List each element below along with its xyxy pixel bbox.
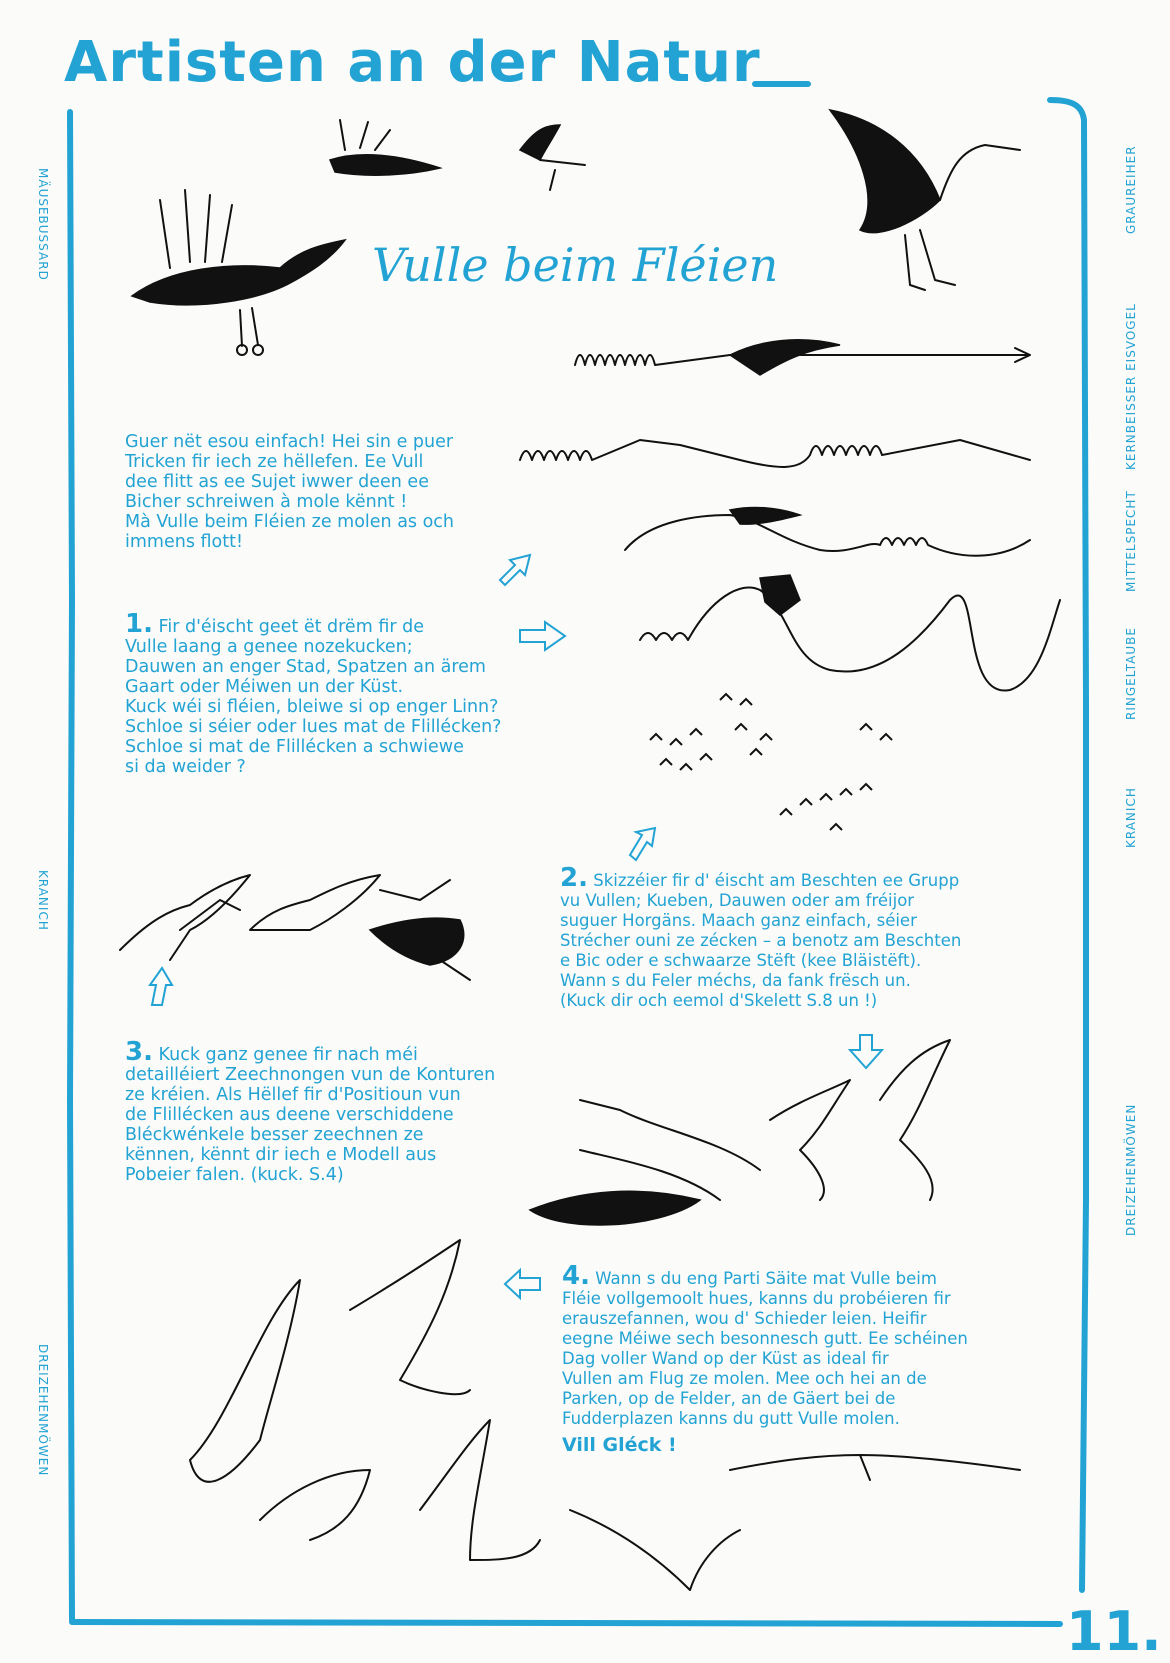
side-label-dreizehenmoewen-right: DREIZEHENMÖWEN (1124, 1103, 1138, 1236)
step-2: 2. Skizzéier fir d' éischt am Beschten ee Grupp vu Vullen; Kueben, Dauwen oder am fréijor suguer Horgäns. Maach ganz einfach, séier Strécher ouni ze zécken – a benotz am Beschten e Bic oder e schwaarze Stëft (kee Bläistëft). Wann s du Feler méchs, da fank frësch un. (Kuck dir och eemol d'Skelett S.8 un !) (560, 863, 962, 1010)
side-label-ringeltaube: RINGELTAUBE (1124, 627, 1138, 720)
step-number: 3. (125, 1037, 153, 1067)
step-3: 3. Kuck ganz genee fir nach méi detailléiert Zeechnongen vun de Konturen ze kréien. Als Hëllef fir d'Positioun vun de Flillécken aus deene verschiddene Bléckwénkele besser zeechnen ze kënnen, kënnt dir iech e Modell aus Pobeier falen. (kuck. S.4) (125, 1037, 496, 1185)
step-4: 4. Wann s du eng Parti Säite mat Vulle beim Fléie vollgemoolt hues, kanns du probéieren fir erauszefannen, wou d' Schieder leien. Heifir eegne Méiwe sech besonnesch gutt. Ee schéinen Dag voller Wand op der Küst as ideal fir Vullen am Flug ze molen. Mee och hei an de Parken, op de Felder, an de Gäert bei de Fudderplazen kanns du gutt Vulle molen. Vill Gléck ! (562, 1266, 1082, 1455)
page-number: 11. (1066, 1600, 1162, 1663)
section-subtitle: Vulle beim Fléien (372, 238, 779, 292)
page-title: Artisten an der Natur (64, 30, 761, 95)
side-label-dreizehenmoewen-left: DREIZEHENMÖWEN (36, 1344, 50, 1477)
side-label-maeusebussard: MÄUSEBUSSARD (36, 168, 50, 281)
step-number: 4. (562, 1261, 590, 1291)
crane-sketches (120, 875, 470, 980)
heron-sketch (830, 110, 1020, 290)
gull-sketches-mid (530, 1040, 950, 1225)
closing-text: Vill Gléck ! (562, 1434, 677, 1456)
bird-sketch-top (330, 120, 585, 190)
side-label-graureiher: GRAUREIHER (1124, 145, 1138, 234)
flight-path-diagrams (520, 340, 1060, 691)
side-label-kranich-left: KRANICH (36, 870, 50, 931)
buzzard-sketch (132, 190, 345, 355)
intro-text: Guer nët esou einfach! Hei sin e puer Tricken fir iech ze hëllefen. Ee Vull dee flitt as ee Sujet iwwer deen ee Bicher schreiwen à mole kënnt ! Mà Vulle beim Fléien ze molen as och immens flott! (125, 432, 455, 552)
side-label-mittelspecht: MITTELSPECHT (1124, 490, 1138, 592)
direction-arrows (150, 555, 882, 1298)
step-1: 1. Fir d'éischt geet ët drëm fir de Vulle laang a genee nozekucken; Dauwen an enger Stad, Spatzen an ärem Gaart oder Méiwen un der Küst. Kuck wéi si fléien, bleiwe si op enger Linn? Schloe si séier oder lues mat de Flillécken? Schloe si mat de Flillécken a schwiewe si da weider ? (125, 609, 502, 777)
side-label-kernbeisser-eisvogel: KERNBEISSER EISVOGEL (1124, 303, 1138, 470)
side-label-kranich-right: KRANICH (1124, 787, 1138, 848)
step-number: 2. (560, 863, 588, 893)
gull-sketches-bottom (190, 1240, 1020, 1590)
step-number: 1. (125, 609, 153, 639)
bird-flock-sketch (650, 694, 892, 830)
